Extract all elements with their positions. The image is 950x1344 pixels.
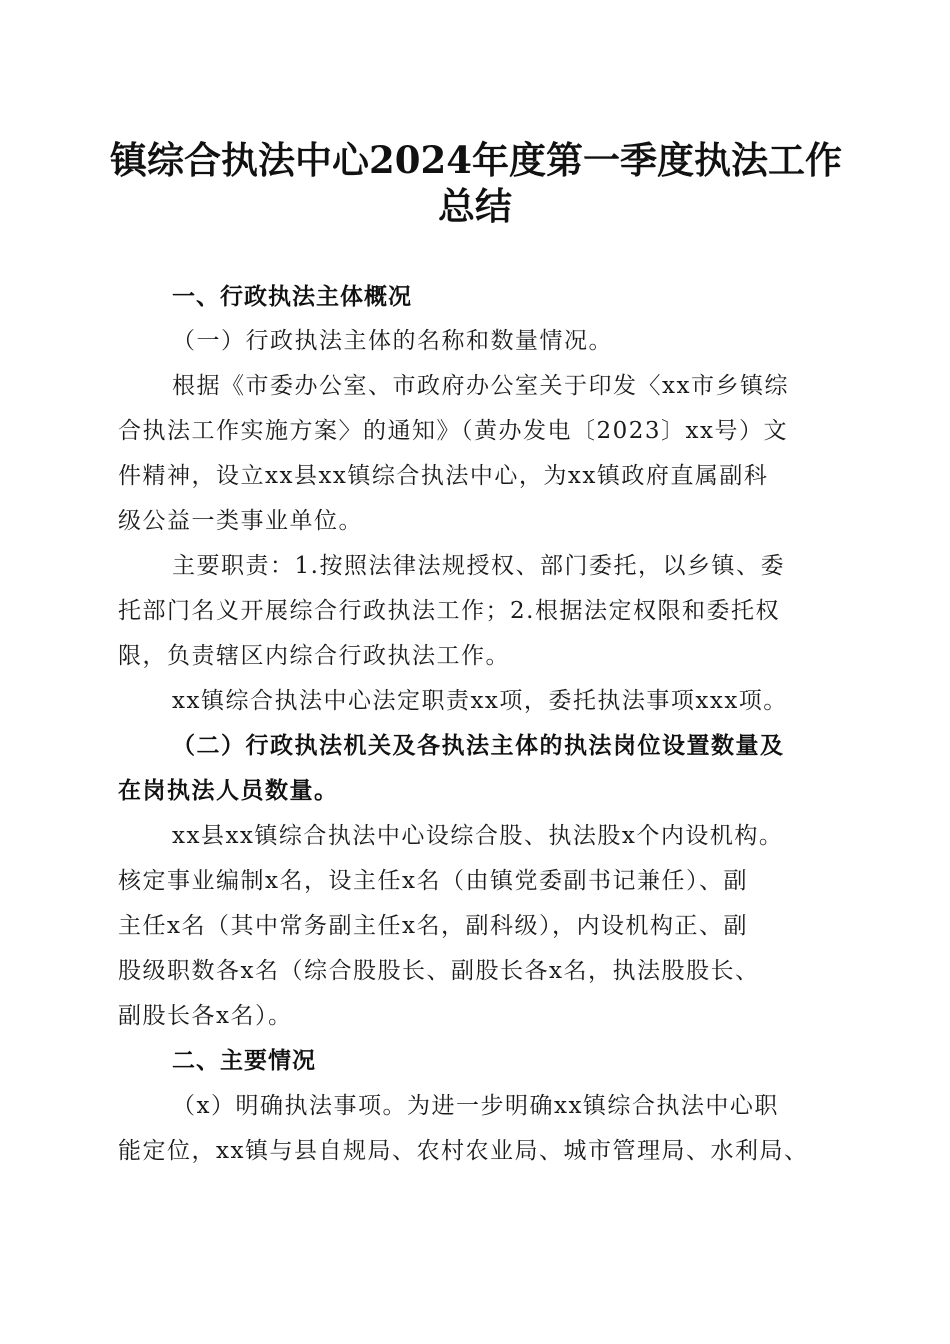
subsection-2-heading: 在岗执法人员数量。 (118, 777, 339, 804)
paragraph-line: 托部门名义开展综合行政执法工作；2.根据法定权限和委托权 (118, 598, 780, 624)
paragraph-line: 合执法工作实施方案〉的通知》（黄办发电〔2023〕xx号）文 (118, 418, 788, 444)
paragraph-line: 主任x名（其中常务副主任x名，副科级），内设机构正、副 (118, 913, 748, 939)
paragraph-line: 根据《市委办公室、市政府办公室关于印发〈xx市乡镇综 (172, 373, 789, 399)
paragraph-line: 主要职责：1.按照法律法规授权、部门委托，以乡镇、委 (172, 553, 785, 579)
section-1-heading: 一、行政执法主体概况 (172, 284, 412, 310)
subsection-1-heading: （一）行政执法主体的名称和数量情况。 (172, 328, 613, 354)
paragraph-line: 件精神，设立xx县xx镇综合执法中心，为xx镇政府直属副科 (118, 463, 769, 489)
paragraph-line: 能定位，xx镇与县自规局、农村农业局、城市管理局、水利局、 (118, 1138, 809, 1164)
document-title-line-2: 总结 (438, 184, 512, 228)
subsection-2-heading: （二）行政执法机关及各执法主体的执法岗位设置数量及 (172, 732, 785, 759)
paragraph-line: 股级职数各x名（综合股股长、副股长各x名，执法股股长、 (118, 958, 760, 984)
paragraph-line: 副股长各x名）。 (118, 1003, 293, 1029)
paragraph-line: 限，负责辖区内综合行政执法工作。 (118, 643, 510, 669)
paragraph-line: （x）明确执法事项。为进一步明确xx镇综合执法中心职 (172, 1093, 779, 1119)
paragraph-line: xx镇综合执法中心法定职责xx项，委托执法事项xxx项。 (172, 688, 788, 714)
document-title-line-1: 镇综合执法中心2024年度第一季度执法工作 (110, 138, 842, 182)
section-2-heading: 二、主要情况 (172, 1048, 316, 1074)
paragraph-line: 核定事业编制x名，设主任x名（由镇党委副书记兼任）、副 (118, 868, 748, 894)
paragraph-line: xx县xx镇综合执法中心设综合股、执法股x个内设机构。 (172, 823, 784, 849)
paragraph-line: 级公益一类事业单位。 (118, 508, 363, 534)
